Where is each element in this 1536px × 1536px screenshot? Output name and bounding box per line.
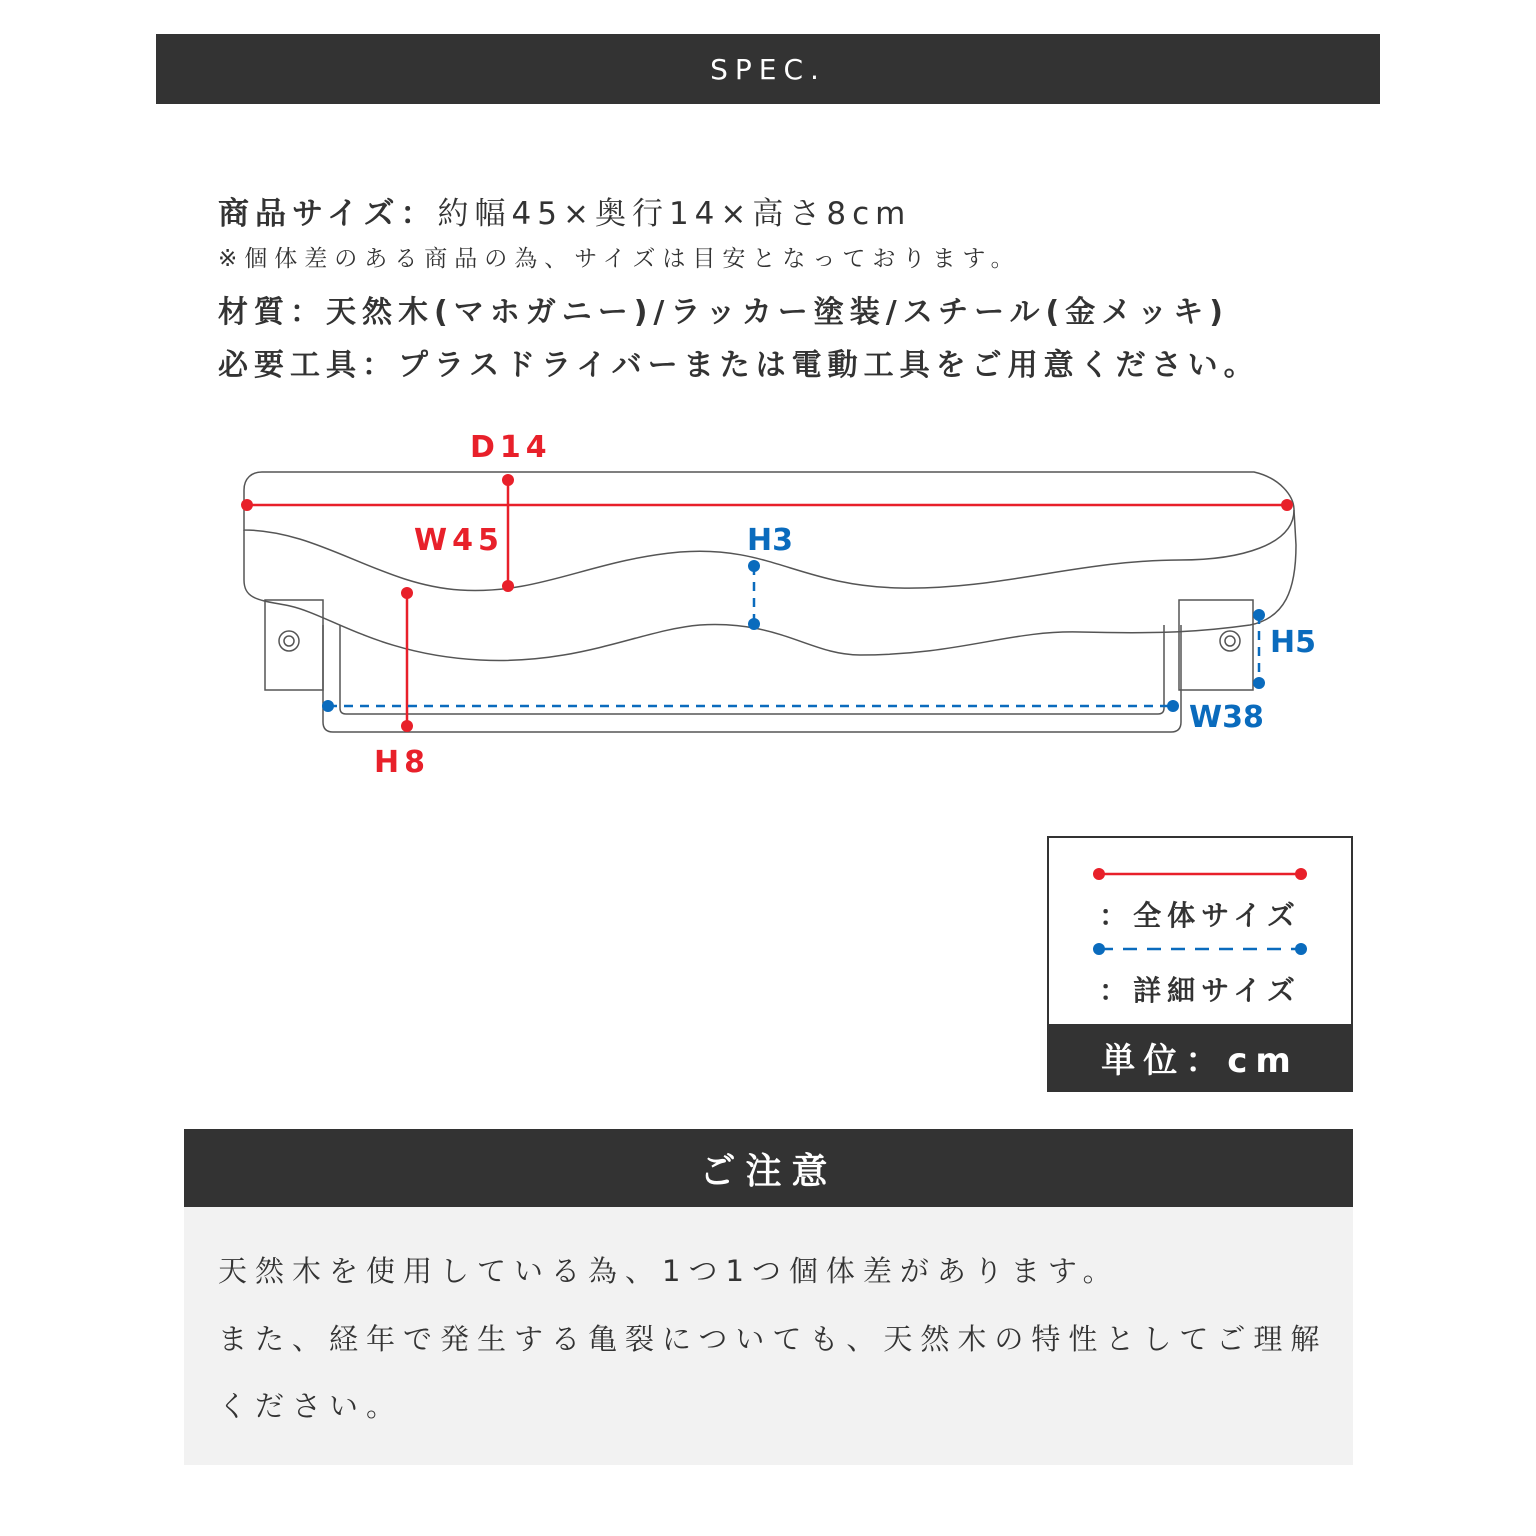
h3-label: H3: [747, 523, 793, 558]
legend-unit: 単位：cm: [1049, 1024, 1351, 1090]
notice-header-bar: [184, 1129, 1353, 1207]
spec-tools: 必要工具：プラスドライバーまたは電動工具をご用意ください。: [218, 348, 1260, 383]
spec-header-bar: [156, 34, 1380, 104]
w45-label: W45: [414, 523, 504, 558]
legend-detail-line: [1089, 941, 1311, 957]
w38-label: W38: [1189, 700, 1264, 735]
notice-body: [184, 1207, 1353, 1465]
spec-size-note: ※個体差のある商品の為、サイズは目安となっております。: [218, 246, 1021, 272]
legend-detail-label: ：詳細サイズ: [1099, 974, 1301, 1007]
legend-overall-label: ：全体サイズ: [1099, 899, 1301, 932]
d14-label: D14: [470, 430, 552, 465]
legend-overall-line: [1089, 866, 1311, 882]
notice-line-1: 天然木を使用している為、1つ1つ個体差があります。: [218, 1254, 1120, 1288]
towel-bar-inner: [340, 625, 1164, 714]
notice-line-3: ください。: [218, 1389, 404, 1423]
legend-box: [1047, 836, 1353, 1092]
towel-bar-outer: [323, 625, 1181, 732]
spec-size-value: 約幅45×奥行14×高さ8cm: [437, 196, 912, 232]
spec-size-line: [218, 188, 911, 233]
right-bracket: [1179, 600, 1253, 690]
shelf-dimension-diagram: [0, 420, 1536, 800]
spec-header-title: SPEC.: [710, 52, 826, 86]
h8-label: H8: [374, 745, 430, 780]
notice-title: ご注意: [699, 1150, 838, 1192]
spec-size-label: 商品サイズ：: [218, 196, 438, 232]
notice-line-2: また、経年で発生する亀裂についても、天然木の特性としてご理解: [218, 1322, 1328, 1356]
spec-material: 材質：天然木(マホガニー)/ラッカー塗装/スチール(金メッキ): [218, 295, 1229, 330]
h5-label: H5: [1270, 625, 1316, 660]
